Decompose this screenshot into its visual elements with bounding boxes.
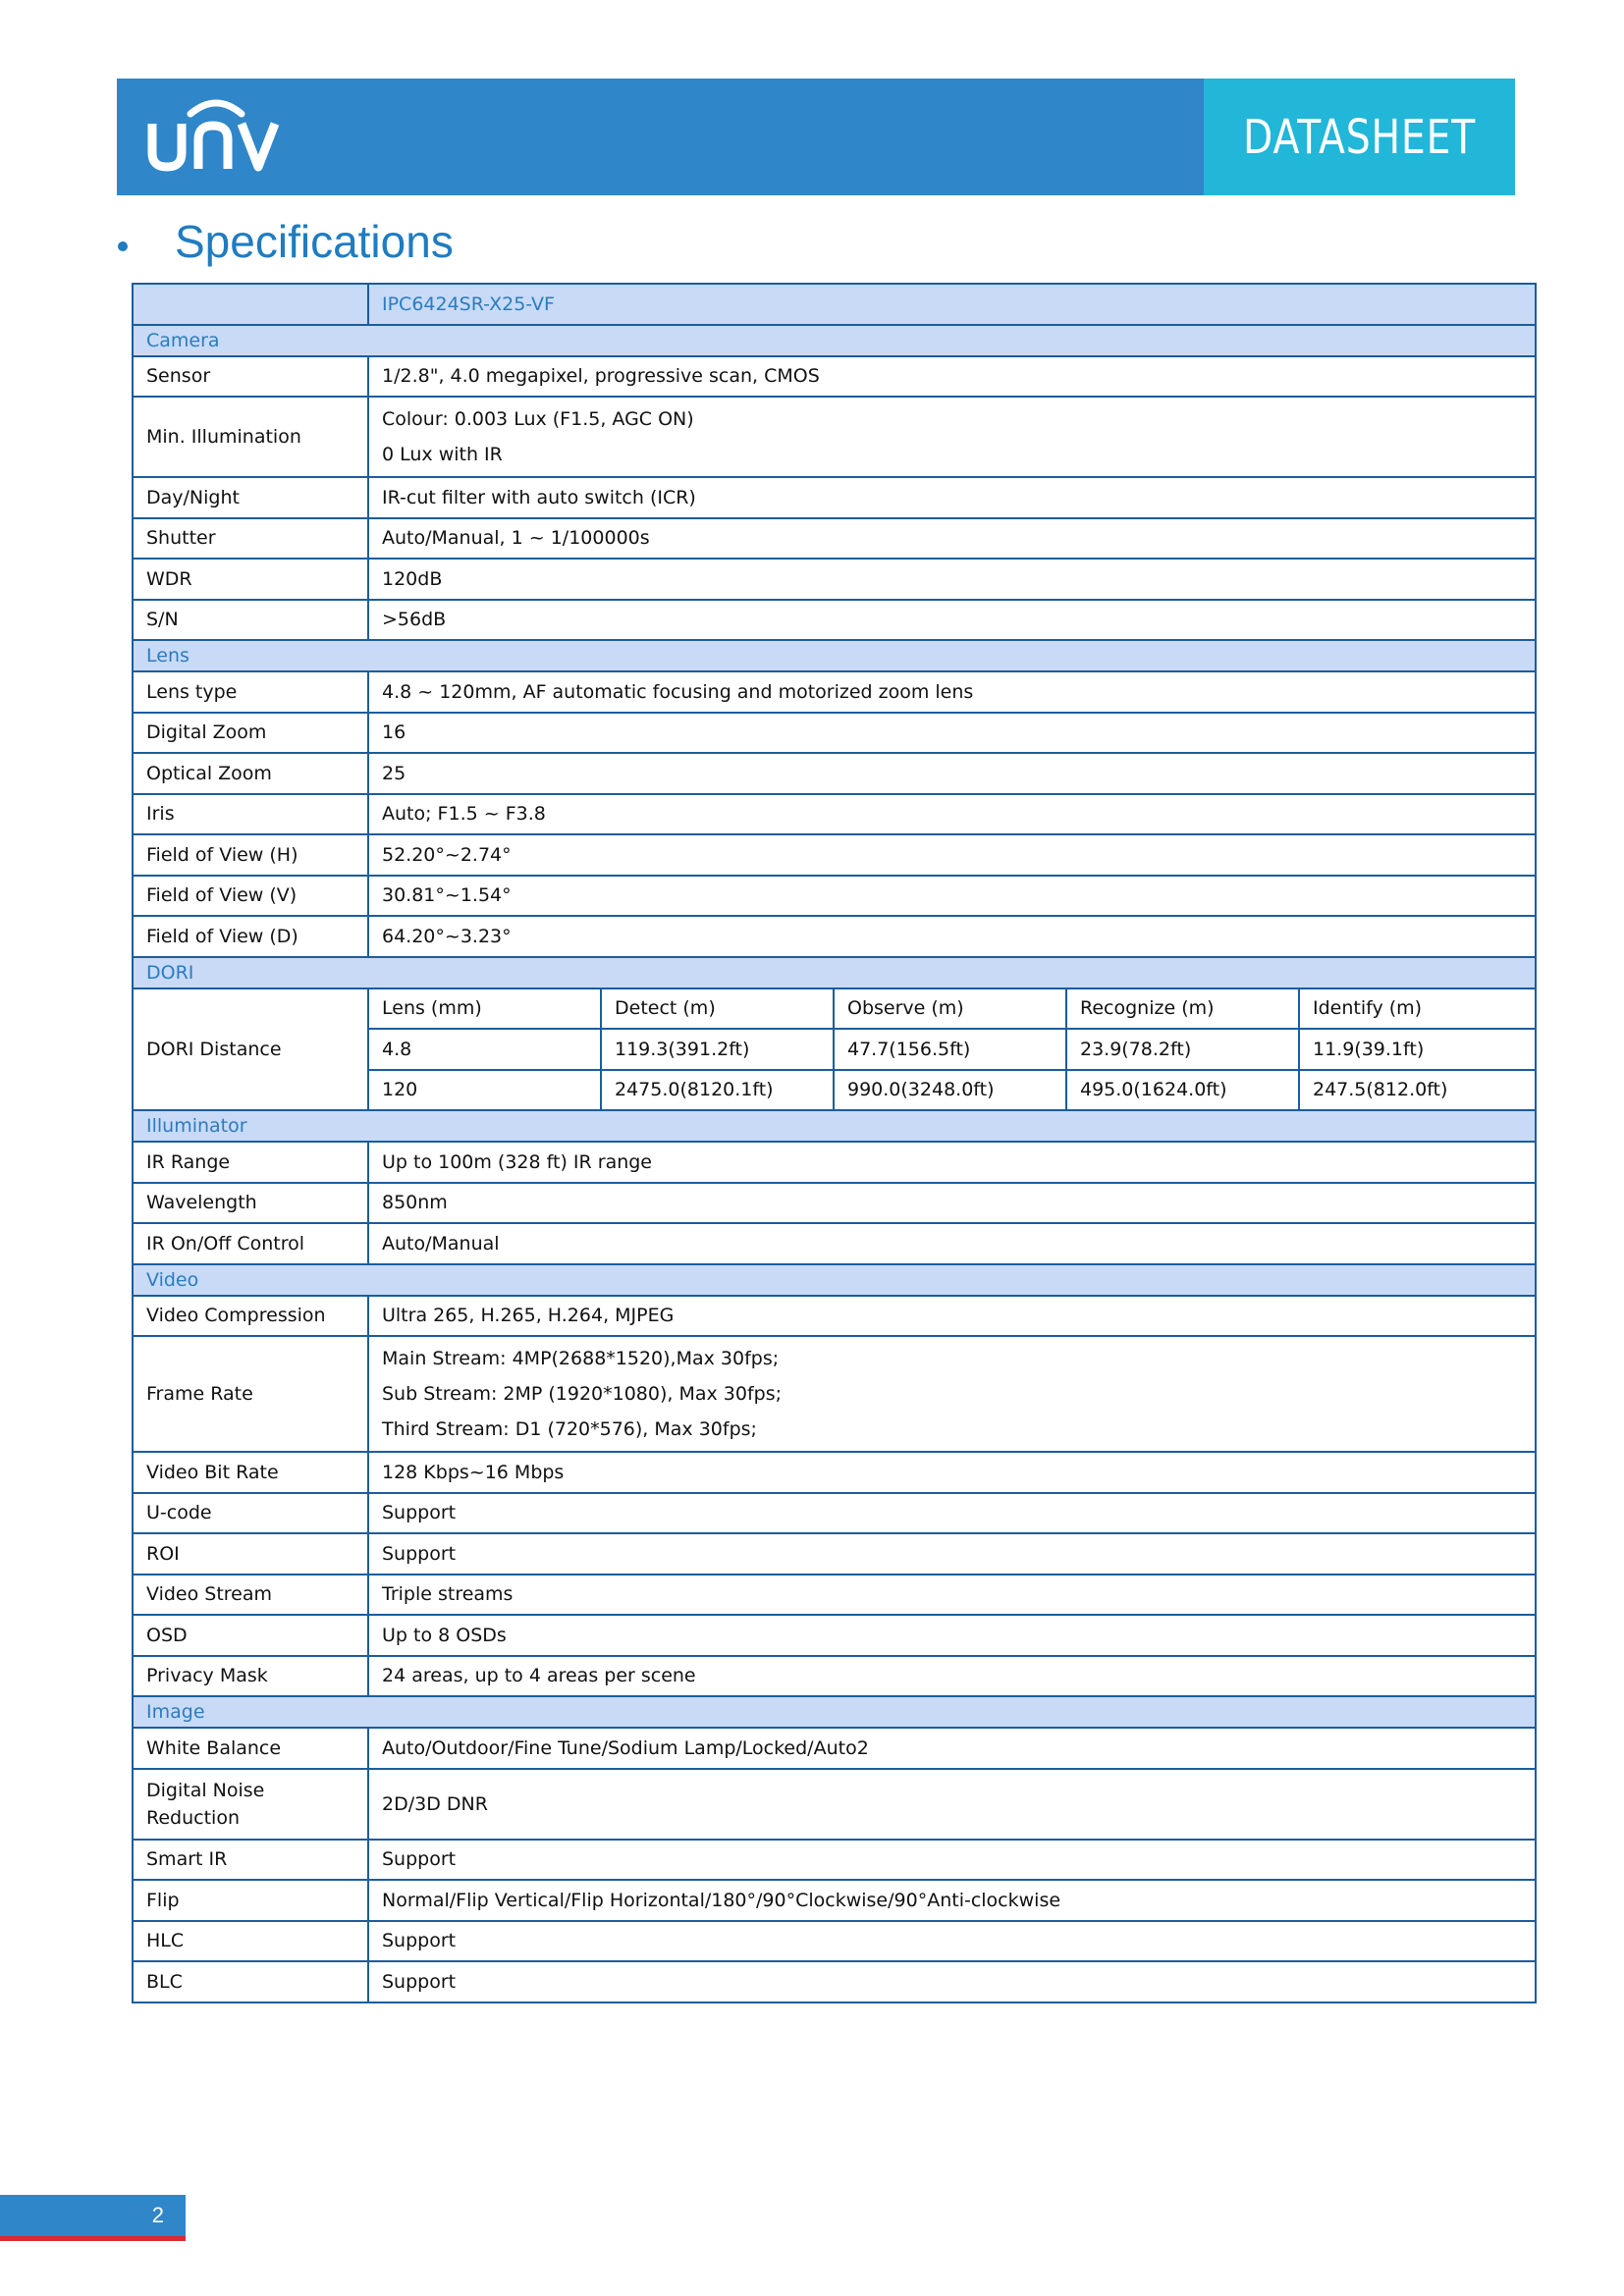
table-row	[133, 397, 1536, 477]
spec-value	[368, 397, 1536, 477]
spec-value: 24 areas, up to 4 areas per scene	[368, 1656, 1536, 1697]
spec-value: 64.20°~3.23°	[368, 916, 1536, 957]
table-row	[133, 518, 1536, 560]
spec-label: Flip	[133, 1880, 368, 1921]
table-row	[133, 753, 1536, 794]
section-heading	[118, 212, 454, 271]
unv-logo	[147, 94, 285, 173]
spec-value: Triple streams	[368, 1575, 1536, 1616]
category-lens: Lens	[133, 640, 1536, 671]
table-row	[133, 1615, 1536, 1656]
table-row	[133, 1728, 1536, 1769]
datasheet-badge: DATASHEET	[1204, 79, 1515, 195]
table-row	[133, 876, 1536, 917]
spec-label: Shutter	[133, 518, 368, 560]
spec-label: WDR	[133, 559, 368, 600]
table-row	[133, 1336, 1536, 1452]
spec-label: IR On/Off Control	[133, 1223, 368, 1264]
table-row	[133, 1223, 1536, 1264]
spec-label: Video Stream	[133, 1575, 368, 1616]
dori-cell: 119.3(391.2ft)	[601, 1029, 834, 1070]
dori-cell: 2475.0(8120.1ft)	[601, 1070, 834, 1111]
spec-value: 30.81°~1.54°	[368, 876, 1536, 917]
spec-value-line: Colour: 0.003 Lux (F1.5, AGC ON)	[382, 408, 694, 430]
spec-label: Field of View (V)	[133, 876, 368, 917]
table-row	[133, 834, 1536, 876]
table-row	[133, 1452, 1536, 1493]
spec-value: Up to 100m (328 ft) IR range	[368, 1142, 1536, 1183]
spec-value: 52.20°~2.74°	[368, 834, 1536, 876]
spec-label: Video Bit Rate	[133, 1452, 368, 1493]
dori-cell: 23.9(78.2ft)	[1066, 1029, 1299, 1070]
specifications-table	[132, 283, 1537, 2003]
category-row	[133, 1264, 1536, 1296]
spec-label: Digital Zoom	[133, 713, 368, 754]
dori-cell: 120	[368, 1070, 601, 1111]
page-number: 2	[151, 2203, 164, 2227]
page-title: Specifications	[175, 216, 454, 267]
dori-cell: 247.5(812.0ft)	[1299, 1070, 1536, 1111]
category-video: Video	[133, 1264, 1536, 1296]
table-row	[133, 1921, 1536, 1962]
spec-value: Normal/Flip Vertical/Flip Horizontal/180°/90°Clockwise/90°Anti-clockwise	[368, 1880, 1536, 1921]
spec-value: Auto; F1.5 ~ F3.8	[368, 794, 1536, 835]
dori-cell: 495.0(1624.0ft)	[1066, 1070, 1299, 1111]
table-row	[133, 916, 1536, 957]
spec-label: Optical Zoom	[133, 753, 368, 794]
spec-value: Support	[368, 1921, 1536, 1962]
table-row	[133, 1183, 1536, 1224]
table-row	[133, 1493, 1536, 1534]
table-row	[133, 559, 1536, 600]
category-row	[133, 640, 1536, 671]
spec-label: Field of View (H)	[133, 834, 368, 876]
spec-label: White Balance	[133, 1728, 368, 1769]
spec-value: Auto/Outdoor/Fine Tune/Sodium Lamp/Locked/Auto2	[368, 1728, 1536, 1769]
table-row	[133, 794, 1536, 835]
table-row	[133, 1961, 1536, 2002]
table-row	[133, 356, 1536, 398]
model-name: IPC6424SR-X25-VF	[368, 284, 1536, 325]
spec-label: Video Compression	[133, 1296, 368, 1337]
dori-header-row	[133, 988, 1536, 1030]
dori-header-cell: Detect (m)	[601, 988, 834, 1030]
spec-label: Sensor	[133, 356, 368, 398]
footer-accent-line	[0, 2236, 186, 2241]
spec-value-line: Sub Stream: 2MP (1920*1080), Max 30fps;	[382, 1383, 783, 1405]
spec-label: Frame Rate	[133, 1336, 368, 1452]
spec-value-line: 0 Lux with IR	[382, 444, 503, 465]
category-row	[133, 957, 1536, 988]
spec-value: 1/2.8", 4.0 megapixel, progressive scan, CMOS	[368, 356, 1536, 398]
spec-label: BLC	[133, 1961, 368, 2002]
spec-label: ROI	[133, 1533, 368, 1575]
spec-value: Auto/Manual, 1 ~ 1/100000s	[368, 518, 1536, 560]
page-number-tab	[0, 2195, 186, 2236]
table-row	[133, 1880, 1536, 1921]
table-row	[133, 713, 1536, 754]
category-row	[133, 325, 1536, 356]
spec-label: Digital Noise Reduction	[133, 1769, 368, 1840]
spec-value-line: Third Stream: D1 (720*576), Max 30fps;	[382, 1418, 757, 1440]
spec-label: DORI Distance	[133, 988, 368, 1111]
spec-label: OSD	[133, 1615, 368, 1656]
spec-value: >56dB	[368, 600, 1536, 641]
spec-value: IR-cut filter with auto switch (ICR)	[368, 477, 1536, 518]
spec-label: HLC	[133, 1921, 368, 1962]
category-image: Image	[133, 1696, 1536, 1728]
table-row	[133, 1142, 1536, 1183]
category-row	[133, 1110, 1536, 1142]
bullet-icon	[118, 241, 128, 251]
dori-header-cell: Identify (m)	[1299, 988, 1536, 1030]
spec-value: 128 Kbps~16 Mbps	[368, 1452, 1536, 1493]
category-illuminator: Illuminator	[133, 1110, 1536, 1142]
spec-value: Support	[368, 1493, 1536, 1534]
spec-value: Auto/Manual	[368, 1223, 1536, 1264]
spec-value: 4.8 ~ 120mm, AF automatic focusing and motorized zoom lens	[368, 671, 1536, 713]
spec-value: Ultra 265, H.265, H.264, MJPEG	[368, 1296, 1536, 1337]
spec-value	[368, 1336, 1536, 1452]
table-row	[133, 477, 1536, 518]
table-row	[133, 1769, 1536, 1840]
spec-value: 2D/3D DNR	[368, 1769, 1536, 1840]
spec-value: 16	[368, 713, 1536, 754]
dori-header-cell: Observe (m)	[834, 988, 1066, 1030]
spec-label: Privacy Mask	[133, 1656, 368, 1697]
category-row	[133, 1696, 1536, 1728]
spec-label: Iris	[133, 794, 368, 835]
dori-cell: 990.0(3248.0ft)	[834, 1070, 1066, 1111]
category-camera: Camera	[133, 325, 1536, 356]
table-row	[133, 1533, 1536, 1575]
table-row	[133, 1656, 1536, 1697]
dori-cell: 47.7(156.5ft)	[834, 1029, 1066, 1070]
dori-header-cell: Recognize (m)	[1066, 988, 1299, 1030]
spec-label: Day/Night	[133, 477, 368, 518]
spec-value: 850nm	[368, 1183, 1536, 1224]
spec-label: U-code	[133, 1493, 368, 1534]
dori-cell: 4.8	[368, 1029, 601, 1070]
spec-label: Wavelength	[133, 1183, 368, 1224]
table-row	[133, 1575, 1536, 1616]
spec-value: Support	[368, 1840, 1536, 1881]
spec-value: Support	[368, 1533, 1536, 1575]
spec-label: Smart IR	[133, 1840, 368, 1881]
table-row	[133, 671, 1536, 713]
spec-label: S/N	[133, 600, 368, 641]
table-row	[133, 600, 1536, 641]
spec-value: 120dB	[368, 559, 1536, 600]
spec-value: Up to 8 OSDs	[368, 1615, 1536, 1656]
spec-label: IR Range	[133, 1142, 368, 1183]
header-blank-cell	[133, 284, 368, 325]
spec-value: Support	[368, 1961, 1536, 2002]
dori-header-cell: Lens (mm)	[368, 988, 601, 1030]
table-row	[133, 1296, 1536, 1337]
model-header-row	[133, 284, 1536, 325]
spec-value: 25	[368, 753, 1536, 794]
dori-cell: 11.9(39.1ft)	[1299, 1029, 1536, 1070]
category-dori: DORI	[133, 957, 1536, 988]
spec-label: Lens type	[133, 671, 368, 713]
spec-value-line: Main Stream: 4MP(2688*1520),Max 30fps;	[382, 1348, 780, 1369]
spec-label: Field of View (D)	[133, 916, 368, 957]
table-row	[133, 1840, 1536, 1881]
spec-label: Min. Illumination	[133, 397, 368, 477]
